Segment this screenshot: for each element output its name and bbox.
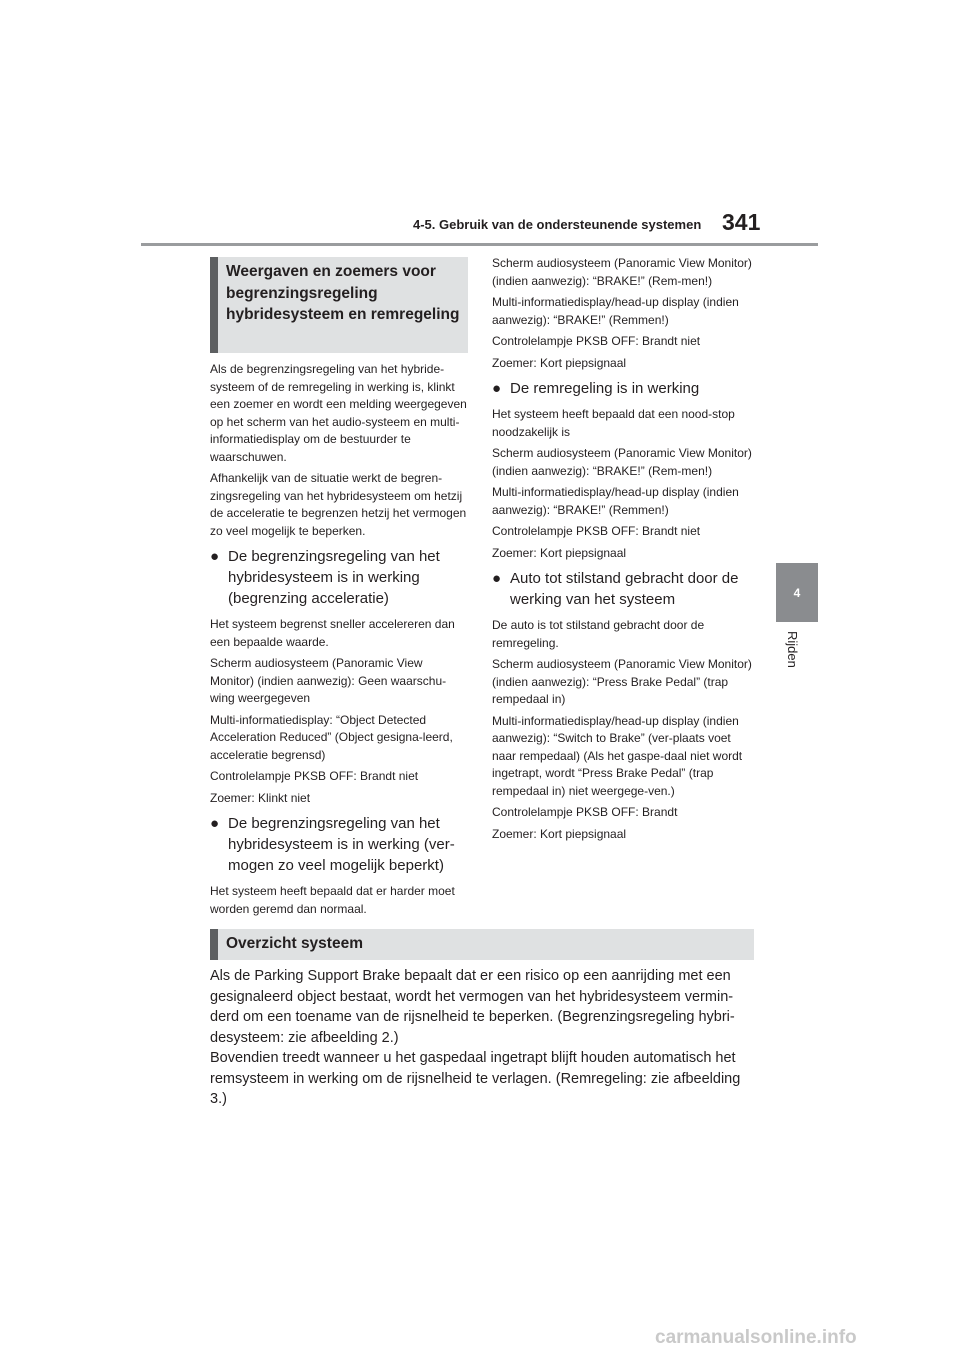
- paragraph: Controlelampje PKSB OFF: Brandt niet: [492, 524, 701, 538]
- watermark: carmanualsonline.info: [655, 1327, 857, 1348]
- intro-paragraph: Als de begrenzingsregeling van het hybride-systeem of de remregeling in werking is, klinkt een zoemer en wordt een melding weergegeven op het scherm van het audio-systeem en multi-informatiedisplay om de bestuurder te waarschuwen.: [210, 362, 467, 464]
- paragraph: Zoemer: Kort piepsignaal: [492, 355, 627, 370]
- chapter-label: Rijden: [785, 631, 800, 668]
- intro-paragraph: Afhankelijk van de situatie werkt de begren-zingsregeling van het hybridesysteem om hetzij de acceleratie te begrenzen hetzij het vermogen zo veel mogelijk te beperken.: [210, 471, 467, 538]
- paragraph: Het systeem heeft bepaald dat er harder moet worden geremd dan normaal.: [210, 884, 455, 916]
- paragraph: Multi-informatiedisplay: “Object Detected Acceleration Reduced” (Object gesigna-leerd, acceleratie begrensd): [210, 712, 453, 762]
- bullet-icon: ●: [492, 570, 502, 587]
- paragraph: Multi-informatiedisplay/head-up display (indien aanwezig): “BRAKE!” (Remmen!): [492, 295, 739, 327]
- section-title: 4-5. Gebruik van de ondersteunende systemen: [413, 217, 702, 232]
- bullet-icon: ●: [210, 815, 220, 832]
- bullet-icon: ●: [210, 548, 220, 565]
- paragraph: Scherm audiosysteem (Panoramic View Monitor) (indien aanwezig): “Press Brake Pedal” (trap rempedaal in): [492, 657, 752, 706]
- section-heading-box: [210, 257, 468, 353]
- chapter-number: 4: [793, 585, 801, 600]
- paragraph: De auto is tot stilstand gebracht door de remregeling.: [492, 618, 705, 650]
- paragraph: Het systeem begrenst sneller accelereren dan een bepaalde waarde.: [210, 617, 455, 649]
- paragraph: Scherm audiosysteem (Panoramic View Monitor) (indien aanwezig): “BRAKE!” (Rem-men!): [492, 256, 752, 288]
- paragraph: Controlelampje PKSB OFF: Brandt: [492, 805, 678, 819]
- paragraph: Scherm audiosysteem (Panoramic View Monitor) (indien aanwezig): “BRAKE!” (Rem-men!): [492, 446, 752, 478]
- paragraph: Controlelampje PKSB OFF: Brandt niet: [492, 334, 701, 348]
- body-paragraph: Als de Parking Support Brake bepaalt dat er een risico op een aanrijding met een gesignaleerd object bestaat, wordt het vermogen van het hybridesysteem vermin-derd om een toename van de rijsnelheid te beperken. (Begrenzingsregeling hybri-desysteem: zie afbeelding 2.): [210, 968, 735, 1046]
- paragraph: Scherm audiosysteem (Panoramic View Monitor) (indien aanwezig): Geen waarschu-wing weergegeven: [210, 656, 447, 705]
- left-column: [210, 361, 468, 922]
- paragraph: Zoemer: Klinkt niet: [210, 790, 311, 805]
- section-heading-box: [210, 929, 754, 960]
- right-column: [492, 255, 754, 847]
- header-rule: [141, 243, 818, 246]
- page-number: 341: [722, 209, 761, 235]
- bullet-text: De remregeling is in werking: [510, 380, 700, 397]
- bullet-text: De begrenzingsregeling van het hybridesysteem is in werking (begrenzing acceleratie): [228, 548, 440, 607]
- body-text: [210, 966, 758, 1110]
- paragraph: Multi-informatiedisplay/head-up display (indien aanwezig): “BRAKE!” (Remmen!): [492, 485, 739, 517]
- section-heading: Weergaven en zoemers voor begrenzingsregeling hybridesysteem en remregeling: [226, 263, 460, 323]
- section-heading: Overzicht systeem: [226, 935, 363, 952]
- bullet-heading: [492, 378, 754, 399]
- bullet-text: Auto tot stilstand gebracht door de werking van het systeem: [510, 570, 739, 608]
- bullet-heading: [210, 546, 468, 609]
- paragraph: Zoemer: Kort piepsignaal: [492, 826, 627, 841]
- chapter-tab: [776, 563, 818, 622]
- bullet-heading: [210, 813, 468, 876]
- bullet-text: De begrenzingsregeling van het hybridesysteem is in werking (ver-mogen zo veel mogelijk beperkt): [228, 815, 455, 874]
- paragraph: Multi-informatiedisplay/head-up display (indien aanwezig): “Switch to Brake” (ver-plaats voet naar rempedaal) (Als het gaspe-daal niet wordt ingetrapt, wordt “Press Brake Pedal” (trap rempedaal in) niet weergege-ven.): [492, 713, 743, 798]
- paragraph: Controlelampje PKSB OFF: Brandt niet: [210, 769, 419, 783]
- bullet-icon: ●: [492, 380, 502, 397]
- body-paragraph: Bovendien treedt wanneer u het gaspedaal ingetrapt blijft houden automatisch het remsysteem in werking om de rijsnelheid te verlagen. (Remregeling: zie afbeelding 3.): [210, 1050, 741, 1107]
- bullet-heading: [492, 568, 754, 610]
- paragraph: Zoemer: Kort piepsignaal: [492, 545, 627, 560]
- paragraph: Het systeem heeft bepaald dat een nood-stop noodzakelijk is: [492, 407, 735, 439]
